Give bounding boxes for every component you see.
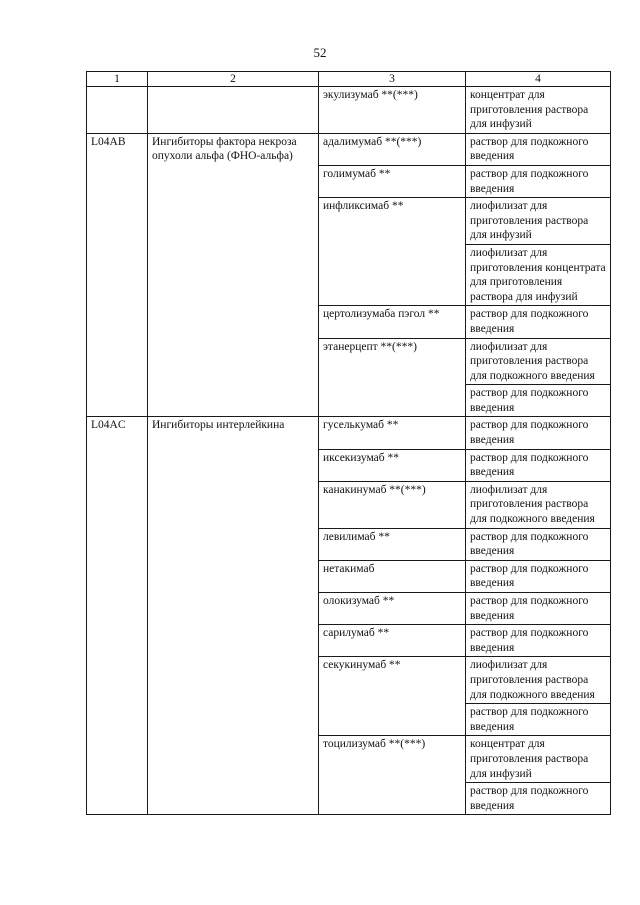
header-row [87, 72, 611, 87]
dosage-form-cell: раствор для подкожного введения [466, 625, 611, 657]
dosage-form-cell: раствор для подкожного введения [466, 417, 611, 449]
atc-code-cell [87, 87, 148, 134]
drug-name-cell: иксекизумаб ** [319, 449, 466, 481]
header-col-4: 4 [466, 72, 611, 87]
table-row [87, 133, 611, 165]
drug-name-cell: адалимумаб **(***) [319, 133, 466, 165]
header-col-1: 1 [87, 72, 148, 87]
dosage-form-cell: раствор для подкожного введения [466, 528, 611, 560]
dosage-form-cell: лиофилизат для приготовления раствора для подкожного введения [466, 338, 611, 385]
table-header [87, 72, 611, 87]
dosage-form-cell: раствор для подкожного введения [466, 385, 611, 417]
pharm-group-cell: Ингибиторы фактора некроза опухоли альфа (ФНО-альфа) [148, 133, 319, 417]
drug-name-cell: гуселькумаб ** [319, 417, 466, 449]
table-body [87, 87, 611, 815]
dosage-form-cell: раствор для подкожного введения [466, 593, 611, 625]
drug-name-cell: экулизумаб **(***) [319, 87, 466, 134]
pharm-group-cell: Ингибиторы интерлейкина [148, 417, 319, 815]
header-col-3: 3 [319, 72, 466, 87]
atc-code-cell: L04AB [87, 133, 148, 417]
dosage-form-cell: лиофилизат для приготовления раствора для подкожного введения [466, 481, 611, 528]
dosage-form-cell: раствор для подкожного введения [466, 783, 611, 815]
table-row [87, 87, 611, 134]
drug-name-cell: олокизумаб ** [319, 593, 466, 625]
drug-name-cell: голимумаб ** [319, 165, 466, 197]
table-row [87, 417, 611, 449]
page-number: 52 [313, 45, 327, 60]
atc-code-cell: L04AC [87, 417, 148, 815]
drug-name-cell: инфликсимаб ** [319, 198, 466, 306]
header-col-2: 2 [148, 72, 319, 87]
drug-name-cell: сарилумаб ** [319, 625, 466, 657]
dosage-form-cell: раствор для подкожного введения [466, 560, 611, 592]
dosage-form-cell: раствор для подкожного введения [466, 306, 611, 338]
drug-name-cell: канакинумаб **(***) [319, 481, 466, 528]
drug-name-cell: левилимаб ** [319, 528, 466, 560]
drug-name-cell: секукинумаб ** [319, 657, 466, 736]
drug-name-cell: нетакимаб [319, 560, 466, 592]
dosage-form-cell: раствор для подкожного введения [466, 704, 611, 736]
pharm-group-cell [148, 87, 319, 134]
dosage-form-cell: концентрат для приготовления раствора для инфузий [466, 87, 611, 134]
dosage-form-cell: раствор для подкожного введения [466, 133, 611, 165]
dosage-form-cell: концентрат для приготовления раствора для инфузий [466, 736, 611, 783]
drug-name-cell: цертолизумаба пэгол ** [319, 306, 466, 338]
dosage-form-cell: раствор для подкожного введения [466, 165, 611, 197]
dosage-form-cell: лиофилизат для приготовления концентрата для приготовления раствора для инфузий [466, 244, 611, 305]
drug-table [86, 71, 611, 815]
drug-name-cell: этанерцепт **(***) [319, 338, 466, 417]
dosage-form-cell: раствор для подкожного введения [466, 449, 611, 481]
dosage-form-cell: лиофилизат для приготовления раствора для подкожного введения [466, 657, 611, 704]
drug-name-cell: тоцилизумаб **(***) [319, 736, 466, 815]
dosage-form-cell: лиофилизат для приготовления раствора для инфузий [466, 198, 611, 245]
